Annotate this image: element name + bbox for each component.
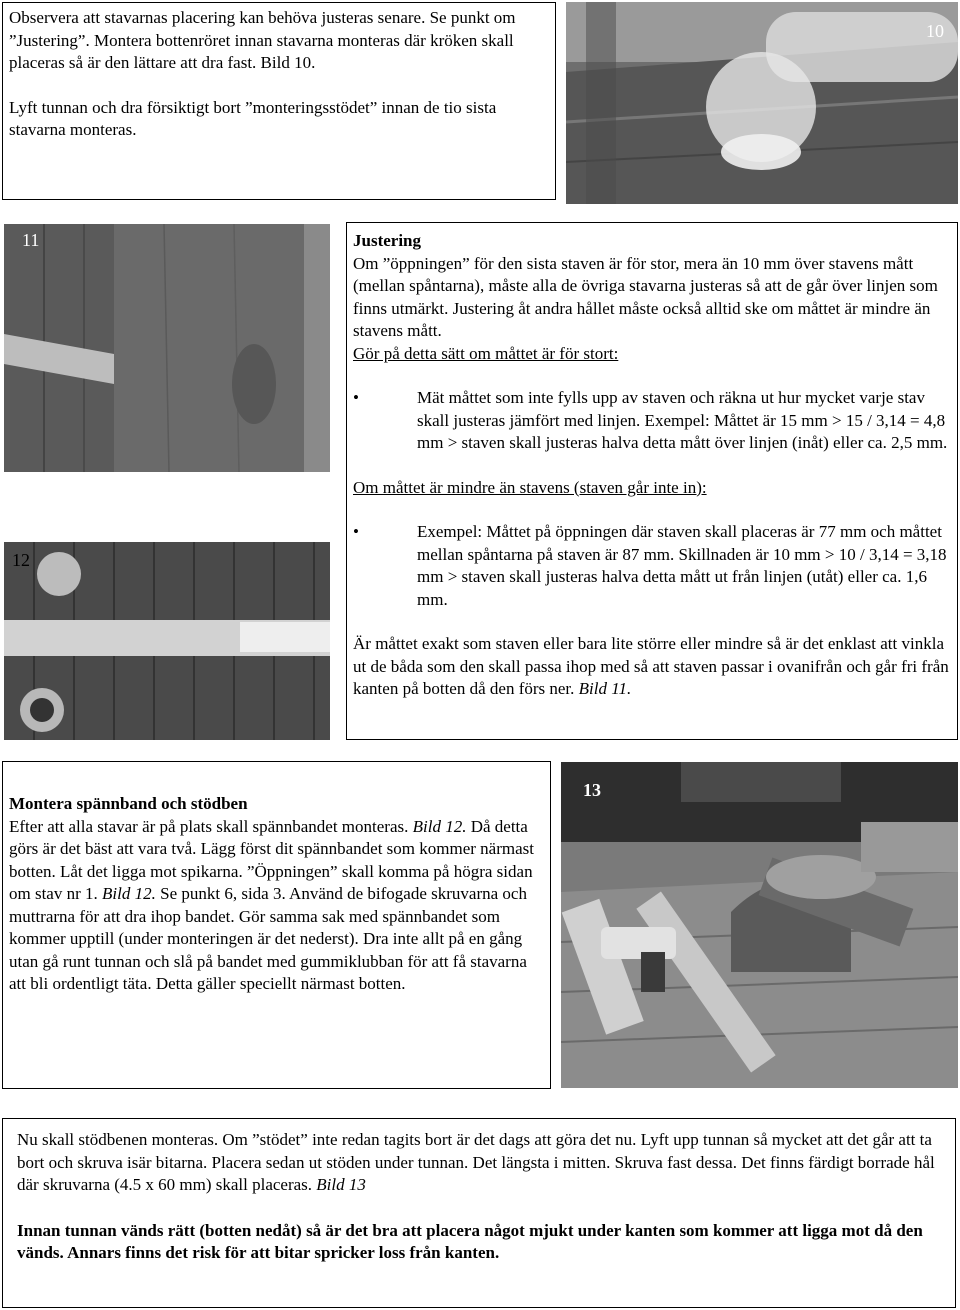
justering-closing (353, 633, 953, 701)
bottom-body (17, 1129, 947, 1197)
photo-10-number: 10 (926, 21, 944, 41)
photo-11-number: 11 (22, 230, 40, 250)
spannband-text-2: Då detta görs är det bäst att vara två. Lägg först dit spännbandet som kommer närmast botten. Låt det ligga mot spikarna. ”Öppningen” skall komma på högra sidan om stav nr 1. (9, 816, 534, 903)
photo-12-number: 12 (12, 550, 30, 570)
bottom-text: Nu skall stödbenen monteras. Om ”stödet” inte redan tagits bort är det dags att göra det nu. Lyft upp tunnan så mycket att det går att ta bort och skruva isär bitarna. Placera sedan ut stöden under tunnan. Det längsta i mitten. Skruva fast dessa. Det finns färdigt borrade hål där skruvarna (4.5 x 60 mm) skall placeras. (17, 1130, 935, 1194)
justering-text-block (353, 230, 953, 701)
bullet-too-small: • Exempel: Måttet på öppningen där staven skall placeras är 77 mm och måttet mellan spåntarna på staven är 87 mm. Skillnaden är 10 mm > 10 / 3,14 = 3,18 mm > staven skall justeras halva detta mått ut från linjen (utåt) eller ca. 1,6 mm. (353, 521, 953, 611)
bottom-ref: Bild 13 (316, 1175, 366, 1194)
intro-text-block (9, 7, 549, 142)
photo-11-stave-closeup (4, 224, 330, 472)
justering-heading: Justering (353, 231, 421, 250)
justering-intro: Om ”öppningen” för den sista staven är för stor, mera än 10 mm över stavens mått (mellan spåntarna), måste alla de övriga stavarna justeras så att de går över linjen som finns utmärkt. Justering åt andra hållet måste också alltid ske om måttet är mindre än stavens mått. (353, 253, 938, 340)
justering-subheading-too-small: Om måttet är mindre än stavens (staven går inte in): (353, 477, 707, 497)
spannband-text-block (9, 793, 545, 996)
photo-12-tension-band (4, 542, 330, 740)
spannband-text-1: Efter att alla stavar är på plats skall spännbandet monteras. (9, 816, 409, 836)
bottom-text-block (17, 1129, 947, 1265)
justering-closing-ref: Bild 11. (578, 679, 632, 698)
photo-13-illustration (561, 762, 958, 1088)
spannband-body (9, 816, 545, 996)
spannband-ref-1: Bild 12. (412, 816, 467, 836)
spannband-text-3: Se punkt 6, sida 3. Använd de bifogade skruvarna och muttrarna för att dra ihop bandet. Gör samma sak med spännbandet som kommer upptill (under monteringen är det nederst). Dra inte allt på en gång utan gå runt tunnan och slå på bandet med gummiklubban för att få stavarna att bli ordentligt täta. Detta gäller speciellt närmast botten. (9, 884, 527, 993)
photo-13-drilling-supports (561, 762, 958, 1088)
spannband-heading: Montera spännband och stödben (9, 794, 248, 813)
spannband-ref-2: Bild 12. (102, 884, 156, 903)
photo-13-number: 13 (583, 780, 601, 800)
photo-12-illustration (4, 542, 330, 740)
justering-closing-text: Är måttet exakt som staven eller bara lite större eller mindre så är det enklast att vinkla ut de båda som den skall passa ihop med så att staven passar i ovanifrån och går fri från kanten på botten då den förs ner. (353, 634, 949, 698)
photo-10-illustration (566, 2, 958, 204)
bullet-list-too-small (353, 521, 953, 611)
bottom-warning: Innan tunnan vänds rätt (botten nedåt) så är det bra att placera något mjukt under kanten som kommer att ligga mot då den vänds. Annars finns det risk för att bitar spricker loss från kanten. (17, 1220, 923, 1262)
bullet-too-large: • Mät måttet som inte fylls upp av staven och räkna ut hur mycket varje stav skall justeras jämfört med linjen. Exempel: Måttet är 15 mm > 15 / 3,14 = 4,8 mm > staven skall justeras halva detta mått över linjen (inåt) eller ca. 2,5 mm. (353, 387, 953, 455)
justering-subheading-too-large: Gör på detta sätt om måttet är för stort: (353, 343, 619, 363)
intro-paragraph-2: Lyft tunnan och dra försiktigt bort ”monteringsstödet” innan de tio sista stavarna monteras. (9, 97, 497, 139)
bullet-list-too-large (353, 387, 953, 455)
intro-paragraph-1: Observera att stavarnas placering kan behöva justeras senare. Se punkt om ”Justering”. Montera bottenröret innan stavarna monteras där kröken skall placeras så är den lättare att dra fast. Bild 10. (9, 8, 516, 72)
photo-10-pipe-elbow (566, 2, 958, 204)
photo-11-illustration (4, 224, 330, 472)
